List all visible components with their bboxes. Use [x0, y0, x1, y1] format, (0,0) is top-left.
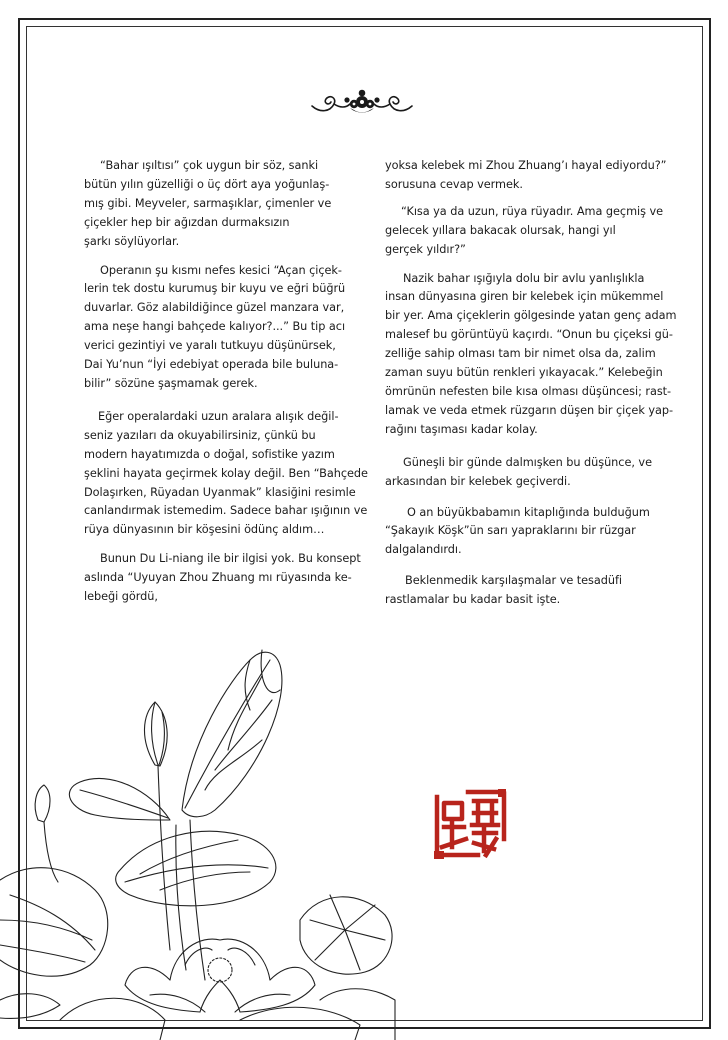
text-line: bir yer. Ama çiçeklerin gölgesinde yatan genç adam [385, 309, 677, 323]
paragraph [385, 270, 685, 440]
text-line: şeklini hayata geçirmek kolay değil. Ben “Bahçede [84, 466, 368, 480]
text-line: Operanın şu kısmı nefes kesici “Açan çiçek- [100, 263, 342, 277]
text-line: Güneşli bir günde dalmışken bu düşünce, ve [403, 455, 652, 469]
text-line: arkasından bir kelebek geçiverdi. [385, 474, 571, 488]
text-line: Beklenmedik karşılaşmalar ve tesadüfi [405, 574, 623, 588]
text-line: insan dünyasına giren bir kelebek için mükemmel [385, 290, 664, 304]
right-text-column [385, 157, 685, 610]
red-chinese-seal [434, 789, 508, 861]
text-line: seniz yazıları da okuyabilirsiniz, çünkü bu [84, 428, 316, 442]
text-line: rağını taşıması kadar kolay. [385, 422, 538, 436]
text-line: modern hayatımızda o doğal, sofistike yazım [84, 447, 335, 461]
text-line: bütün yılın güzelliği o üç dört aya yoğunlaş- [84, 177, 330, 191]
lotus-line-drawing [0, 620, 400, 1040]
paragraph [385, 454, 685, 492]
text-line: lerin tek dostu kurumuş bir kuyu ve eğri büğrü [84, 282, 346, 296]
text-line: aslında “Uyuyan Zhou Zhuang mı rüyasında ke- [84, 571, 352, 585]
text-line: “Bahar ışıltısı” çok uygun bir söz, sanki [100, 159, 319, 172]
text-line: ama neşe hangi bahçede kalıyor?...” Bu tip acı [84, 320, 346, 334]
text-line: ömrünün nefesten bile kısa olması düşüncesi; rast- [385, 384, 672, 398]
text-line: Bunun Du Li-niang ile bir ilgisi yok. Bu konsept [100, 552, 361, 566]
text-line: yoksa kelebek mi Zhou Zhuang’ı hayal ediyordu?” [385, 159, 667, 172]
paragraph [385, 572, 685, 610]
paragraph [385, 157, 685, 195]
paragraph [84, 550, 370, 607]
text-line: Eğer operalardaki uzun aralara alışık değil- [98, 409, 339, 423]
text-line: dalgalandırdı. [385, 543, 462, 557]
paragraph [84, 262, 370, 394]
text-line: Dai Yu’nun “İyi edebiyat operada bile buluna- [84, 358, 339, 372]
text-line: sorusuna cevap vermek. [385, 177, 523, 191]
text-line: lebeği gördü, [84, 590, 158, 604]
text-line: rastlamalar bu kadar basit işte. [385, 593, 561, 607]
text-line: mış gibi. Meyveler, sarmaşıklar, çimenler ve [84, 196, 332, 210]
text-line: “Kısa ya da uzun, rüya rüyadır. Ama geçmiş ve [401, 204, 664, 218]
text-line: verici gezintiyi ve yaralı tutkuyu düşünürsek, [84, 339, 336, 353]
left-text-column [84, 157, 370, 607]
text-line: gelecek yıllara bakacak olursak, hangi yıl [385, 223, 616, 237]
text-line: çiçekler hep bir ağızdan durmaksızın [84, 215, 290, 229]
text-line: zaman suyu bütün renkleri yıkayacak.” Kelebeğin [385, 366, 663, 380]
paragraph [385, 504, 685, 561]
text-line: malesef bu görüntüyü kaçırdı. “Onun bu çiçeksi gü- [385, 328, 673, 342]
text-line: Nazik bahar ışığıyla dolu bir avlu yanlışlıkla [403, 271, 645, 285]
text-line: O an büyükbabamın kitaplığında bulduğum [407, 505, 650, 519]
paragraph [84, 408, 370, 540]
text-line: bilir” sözüne şaşmamak gerek. [84, 376, 258, 390]
text-line: zelliğe sahip olması tam bir nimet olsa da, zalim [385, 347, 656, 361]
text-line: lamak ve veda etmek rüzgarın düşen bir çiçek yap- [385, 403, 674, 417]
text-line: şarkı söylüyorlar. [84, 234, 180, 248]
text-line: gerçek yıldır?” [385, 242, 466, 256]
scroll-ornament [310, 86, 414, 120]
text-line: rüya dünyasının bir köşesini ödünç aldım… [84, 523, 325, 537]
text-line: “Şakayık Köşk”ün sarı yapraklarını bir rüzgar [385, 524, 636, 538]
paragraph [84, 157, 370, 252]
text-line: Dolaşırken, Rüyadan Uyanmak” klasiğini resimle [84, 485, 356, 499]
paragraph [385, 203, 685, 260]
text-line: canlandırmak istemedim. Sadece bahar ışığının ve [84, 504, 368, 518]
text-line: duvarlar. Göz alabildiğince güzel manzara var, [84, 301, 345, 315]
